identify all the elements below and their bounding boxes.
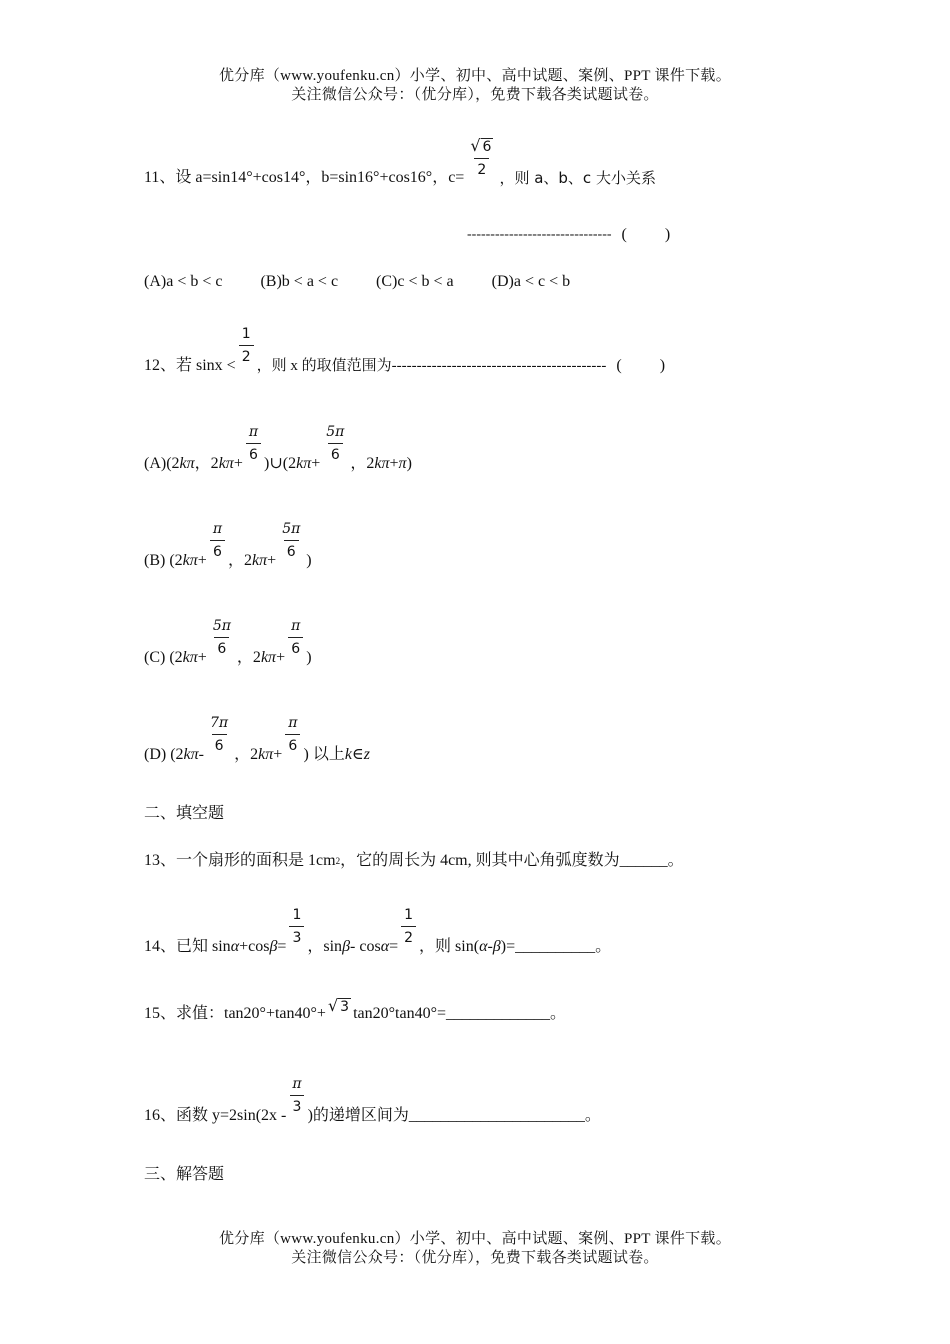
question-13: 13、一个扇形的面积是 1cm 2 ，它的周长为 4cm, 则其中心角弧度数为______。 (144, 852, 684, 869)
section-heading-fill-blank: 二、填空题 (144, 805, 225, 822)
q11-fraction: √ 6 2 (470, 136, 492, 178)
q12-option-b: (B) (2 k π + $\frac{\pi}{6}$ ，2 k π + $\frac{5\pi}{6}$ ) (144, 521, 312, 569)
q11-option-b: (B)b < a < c (260, 273, 339, 290)
question-11 (144, 136, 656, 198)
question-14: 14、已知 sin α +cos β = $\frac{1}{3}$ ，sin β - cos α = $\frac{1}{2}$ ，则 sin( α - β )=__________。 (144, 907, 612, 955)
q11-answer-bracket: ------------------------------- ( ) (467, 226, 671, 243)
question-15: 15、求值：tan20°+tan40°+ √ 3 tan20°tan40°=_____________。 (144, 995, 566, 1022)
header-line-2: 关注微信公众号：（优分库），免费下载各类试题试卷。 (291, 87, 659, 103)
footer-line-1: 优分库（www.youfenku.cn）小学、初中、高中试题、案例、PPT 课件下载。 (218, 1231, 732, 1247)
q11-option-c: (C)c < b < a (376, 273, 454, 290)
header-line-1: 优分库（www.youfenku.cn）小学、初中、高中试题、案例、PPT 课件下载。 (218, 68, 732, 84)
question-16: 16、函数 y=2sin(2x - $\frac{\pi}{3}$ )的递增区间为______________________。 (144, 1076, 601, 1124)
q11-option-a: (A)a < b < c (144, 273, 223, 290)
q11-options (144, 272, 570, 292)
q12-option-d: (D) (2 k π - $\frac{7\pi}{6}$ ，2 k π + $\frac{\pi}{6}$ ) 以上 k ∈ z (144, 715, 371, 763)
footer-line-2: 关注微信公众号：（优分库），免费下载各类试题试卷。 (291, 1250, 659, 1266)
q11-tail: ，则 a、b、c 大小关系 (499, 169, 656, 187)
q12-option-c: (C) (2 k π + $\frac{5\pi}{6}$ ，2 k π + $\frac{\pi}{6}$ ) (144, 618, 312, 666)
section-heading-answer: 三、解答题 (144, 1166, 225, 1183)
sqrt-symbol: √ 3 (327, 995, 350, 1015)
question-12: 12、若 sinx < $\frac{1}{2}$ ，则 x 的取值范围为------------------------------------------- ( ) (144, 326, 666, 374)
q11-option-d: (D)a < c < b (491, 273, 571, 290)
sqrt-symbol: √ 6 (470, 136, 492, 155)
q12-option-a: (A)(2 k π ，2 k π + $\frac{\pi}{6}$ )∪(2 k π + $\frac{5\pi}{6}$ ，2 k π + π ) (144, 424, 412, 472)
q11-text: 11、设 a=sin14°+cos14°，b=sin16°+cos16°，c= (144, 169, 465, 186)
q12-fraction: $\frac{1}{2}$ (239, 326, 254, 365)
